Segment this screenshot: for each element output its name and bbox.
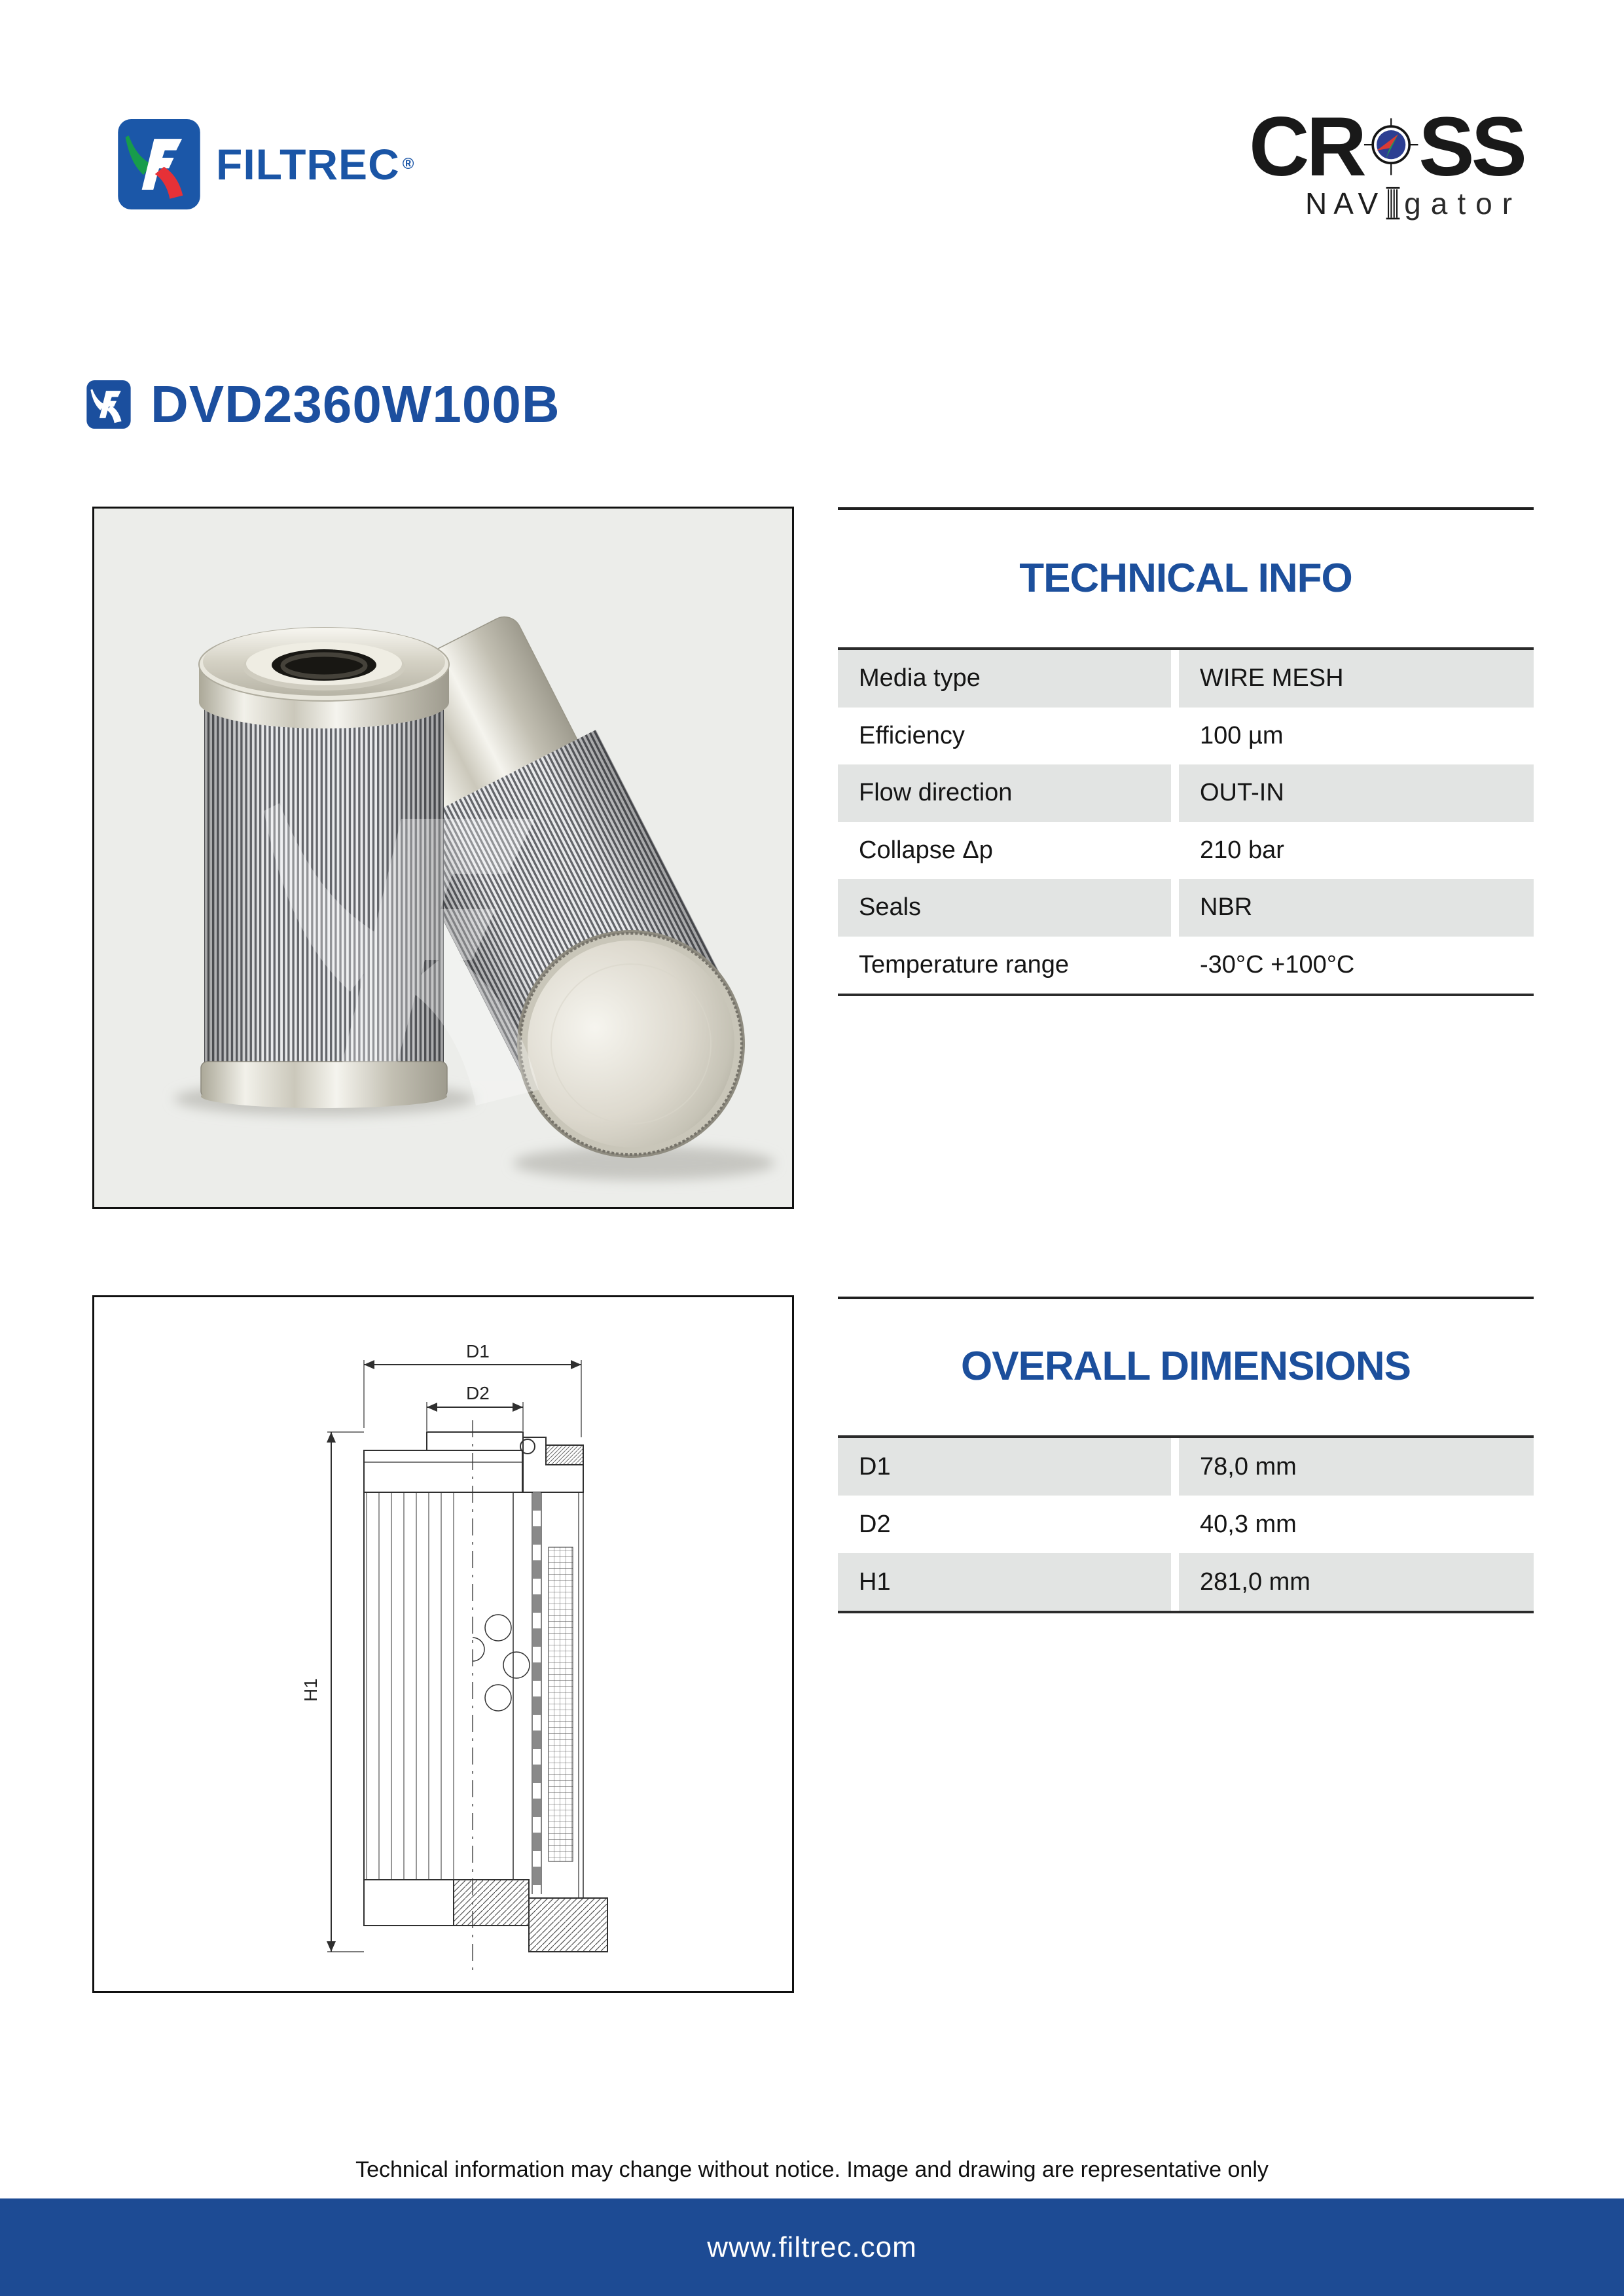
technical-info-table	[838, 647, 1534, 996]
dim-label-d2: D2	[466, 1383, 490, 1403]
registered-mark: ®	[402, 155, 414, 173]
technical-drawing	[92, 1295, 794, 1993]
table-row	[838, 822, 1534, 880]
filtrec-wordmark: FILTREC	[216, 140, 400, 188]
dim-label: D2	[859, 1510, 891, 1538]
technical-info-title: TECHNICAL INFO	[1019, 556, 1352, 601]
product-photo-image	[94, 509, 792, 1207]
overall-dimensions-title: OVERALL DIMENSIONS	[960, 1344, 1411, 1389]
overall-dimensions-top-rule	[838, 1297, 1534, 1299]
navigator-text-right: gator	[1404, 187, 1523, 221]
spec-value: OUT-IN	[1179, 764, 1534, 822]
filtrec-logo-mark-icon	[118, 119, 200, 209]
cross-compass-icon	[1362, 107, 1420, 190]
table-row	[838, 1438, 1534, 1496]
website-link[interactable]: www.filtrec.com	[707, 2231, 917, 2263]
dim-value: 40,3 mm	[1200, 1510, 1297, 1538]
table-row	[838, 937, 1534, 994]
technical-drawing-image	[94, 1297, 792, 1991]
product-code-icon	[85, 380, 132, 429]
spec-label: Flow direction	[838, 764, 1171, 822]
cross-letters-left: CR	[1249, 100, 1363, 194]
product-title	[85, 374, 560, 435]
table-row	[838, 1553, 1534, 1611]
dim-label: D1	[838, 1438, 1171, 1496]
disclaimer-text: Technical information may change without notice. Image and drawing are representative only	[355, 2157, 1269, 2182]
footer-bar	[0, 2198, 1624, 2296]
spec-value: 210 bar	[1200, 836, 1284, 864]
table-row	[838, 1496, 1534, 1553]
dim-value: 281,0 mm	[1179, 1553, 1534, 1611]
spec-value: WIRE MESH	[1179, 650, 1534, 708]
spec-value: 100 µm	[1200, 721, 1284, 749]
dim-label: H1	[838, 1553, 1171, 1611]
table-row	[838, 764, 1534, 822]
spec-label: Media type	[838, 650, 1171, 708]
dim-value: 78,0 mm	[1179, 1438, 1534, 1496]
spec-label: Seals	[838, 879, 1171, 937]
spec-value: NBR	[1179, 879, 1534, 937]
cross-pillar-icon	[1384, 185, 1401, 223]
cross-navigator-logo	[1249, 100, 1524, 223]
cross-letters-right: SS	[1418, 100, 1524, 194]
table-row	[838, 708, 1534, 765]
spec-label: Temperature range	[859, 950, 1070, 978]
table-row	[838, 650, 1534, 708]
dim-label-h1: H1	[300, 1678, 321, 1702]
spec-label: Collapse Δp	[859, 836, 993, 864]
dim-label-d1: D1	[466, 1341, 490, 1361]
table-row	[838, 879, 1534, 937]
product-photo	[92, 507, 794, 1209]
filtrec-logo	[118, 119, 414, 209]
navigator-text-left: NAV	[1305, 187, 1385, 221]
technical-info-top-rule	[838, 507, 1534, 510]
spec-value: -30°C +100°C	[1200, 950, 1355, 978]
overall-dimensions-table	[838, 1435, 1534, 1613]
product-code: DVD2360W100B	[151, 375, 560, 433]
spec-label: Efficiency	[859, 721, 965, 749]
